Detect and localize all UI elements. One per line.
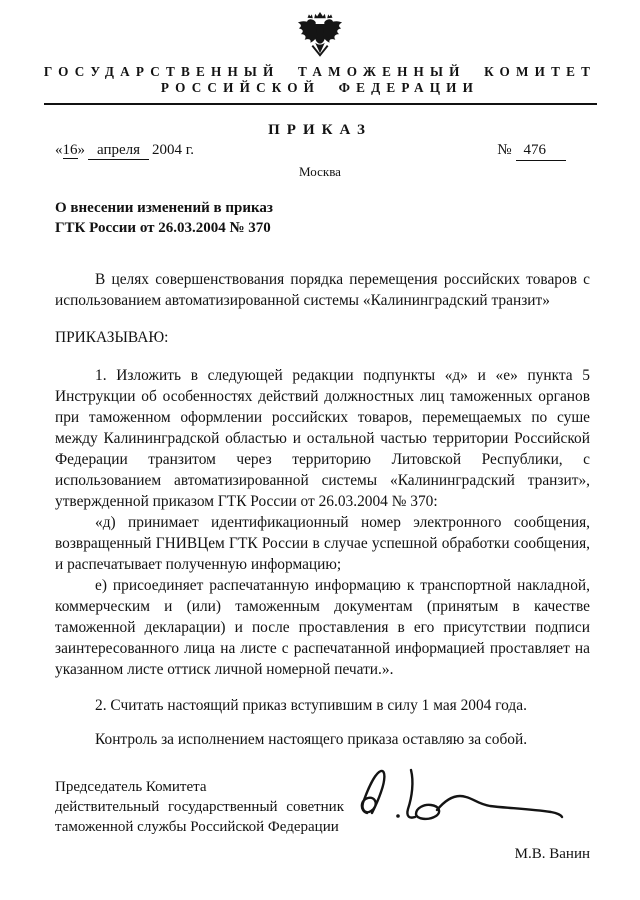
order-body	[55, 269, 590, 750]
order-date-month: апреля	[88, 142, 149, 160]
item-1-paragraph: 1. Изложить в следующей редакции подпункты «д» и «е» пункта 5 Инструкции об особенностях действий должностных лиц таможенных органов при таможенном оформлении российских товаров, перемещаемых по суше между Калининградской областью и остальной частью территории Российской Федерации транзитом через территорию Литовской Республики, с использованием автоматизированной системы «Калининградский транзит», утвержденной приказом ГТК России от 26.03.2004 № 370:	[55, 367, 590, 510]
order-meta-row	[55, 142, 590, 161]
signer-position-line2: действительный государственный советник	[55, 799, 345, 815]
doc-type-title: ПРИКАЗ	[268, 122, 372, 138]
order-subject	[55, 198, 640, 238]
order-number-value: 476	[516, 142, 567, 161]
order-subject-line1: О внесении изменений в приказ	[55, 200, 273, 216]
signer-position-line3: таможенной службы Российской Федерации	[55, 819, 339, 835]
date-quote-open: «	[55, 142, 63, 158]
handwritten-signature-icon	[353, 761, 571, 829]
coat-of-arms-icon	[296, 11, 344, 61]
signer-position	[55, 777, 375, 837]
org-name-line1: ГОСУДАРСТВЕННЫЙ ТАМОЖЕННЫЙ КОМИТЕТ	[43, 64, 597, 79]
order-number-label: №	[497, 142, 512, 158]
resolution-word: ПРИКАЗЫВАЮ:	[55, 329, 169, 346]
org-name-line2: РОССИЙСКОЙ ФЕДЕРАЦИИ	[160, 80, 480, 95]
order-date-year: 2004 г.	[152, 142, 194, 158]
subitem-d-paragraph: «д) принимает идентификационный номер электронного сообщения, возвращенный ГНИВЦем ГТК России в случае успешной обработки сообщения, и распечатывает полученную информацию;	[55, 514, 590, 573]
order-date	[55, 142, 194, 160]
date-quote-close: »	[77, 142, 85, 158]
control-paragraph: Контроль за исполнением настоящего приказа оставляю за собой.	[95, 731, 528, 748]
order-number	[497, 142, 590, 161]
signature-block	[55, 777, 590, 837]
order-city: Москва	[299, 164, 341, 179]
org-name	[0, 64, 640, 96]
order-date-day: 16	[62, 142, 78, 158]
preamble-paragraph: В целях совершенствования порядка перемещения российских товаров с использованием автоматизированной системы «Калининградский транзит»	[55, 271, 590, 309]
subitem-e-paragraph: е) присоединяет распечатанную информацию к транспортной накладной, коммерческим и (или) таможенным документам (принятым в качестве таможенной декларации) и после проставления в его присутствии подписи заинтересованного лица на листе с распечатанной информацией проставляет на указанном листе оттиск личной номерной печати.».	[55, 577, 590, 678]
item-2-paragraph: 2. Считать настоящий приказ вступившим в силу 1 мая 2004 года.	[95, 697, 527, 714]
signer-name: М.В. Ванин	[514, 846, 590, 862]
order-subject-line2: ГТК России от 26.03.2004 № 370	[55, 220, 271, 236]
signer-position-line1: Председатель Комитета	[55, 779, 207, 795]
header-divider	[44, 103, 597, 105]
